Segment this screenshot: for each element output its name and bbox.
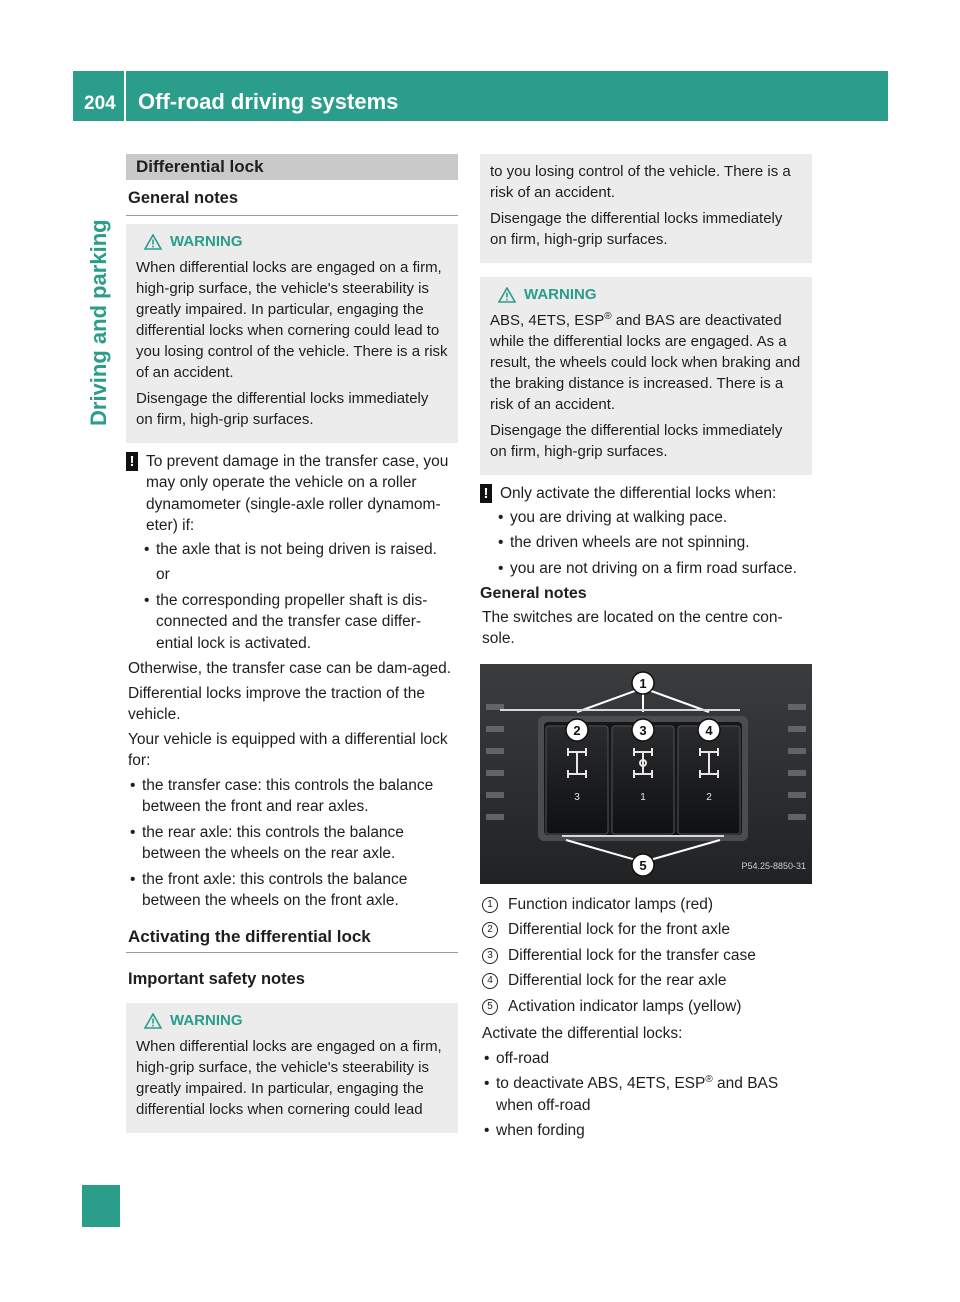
- side-tab-marker: [82, 1185, 120, 1227]
- page-number: 204: [84, 93, 116, 114]
- warning-text: Disengage the differential locks immediately on firm, high-grip surfaces.: [490, 422, 783, 460]
- figure-legend: [480, 894, 812, 1018]
- paragraph: Differential locks improve the traction of the vehicle.: [128, 684, 425, 723]
- activate-list: [480, 1048, 812, 1142]
- notice: [480, 483, 812, 505]
- list-item: • you are not driving on a firm road surface.: [498, 558, 812, 580]
- list-item: • off-road: [484, 1048, 812, 1070]
- callout-label: 1: [639, 675, 647, 691]
- section-title: Differential lock: [126, 154, 458, 180]
- warning-label: WARNING: [170, 1011, 243, 1029]
- list-item: • when fording: [484, 1120, 812, 1142]
- left-column: [126, 154, 458, 1141]
- notice-list: [480, 507, 812, 580]
- button-number: 1: [640, 791, 646, 803]
- button-number: 3: [574, 791, 580, 803]
- header-divider: [124, 71, 126, 121]
- warning-text: ABS, 4ETS, ESP® and BAS are deactivated while the differential locks are engaged. As a result, the wheels could lock when braking and the braking distance is increased. There is a risk of an accident.: [490, 311, 801, 413]
- notice-list: [126, 539, 458, 561]
- switch-panel-illustration: [480, 664, 812, 884]
- paragraph: Your vehicle is equipped with a differential lock for:: [128, 730, 448, 769]
- general-notes-heading: General notes: [480, 585, 587, 602]
- warning-text: When differential locks are engaged on a firm, high-grip surface, the vehicle's steerability is greatly impaired. In particular, engaging the differential locks when cornering could lead to you losing control of the vehicle. There is a risk of an accident.: [136, 258, 448, 381]
- legend-item: 2 Differential lock for the front axle: [482, 919, 812, 941]
- exclamation-icon: !: [480, 484, 492, 503]
- legend-number-icon: 1: [482, 897, 498, 913]
- callout-label: 5: [639, 857, 647, 873]
- notice-text: Only activate the differential locks when:: [500, 485, 777, 502]
- warning-box: [480, 277, 812, 475]
- legend-number-icon: 2: [482, 922, 498, 938]
- or-text: or: [156, 566, 170, 583]
- notice-text: To prevent damage in the transfer case, you may only operate the vehicle on a roller dynamometer (single-axle roller dynamom-eter) if:: [146, 452, 449, 534]
- warning-triangle-icon: [144, 1013, 162, 1029]
- exclamation-icon: !: [126, 452, 138, 471]
- list-item: • the corresponding propeller shaft is dis-connected and the transfer case differ-ential lock is activated.: [144, 590, 458, 655]
- legend-item: 3 Differential lock for the transfer case: [482, 945, 812, 967]
- warning-text: When differential locks are engaged on a firm, high-grip surface, the vehicle's steerability is greatly impaired. In particular, engaging the differential locks when cornering could lead: [136, 1037, 442, 1118]
- warning-box: [126, 224, 458, 443]
- list-item: • the front axle: this controls the balance between the wheels on the front axle.: [130, 869, 458, 912]
- legend-item: 1 Function indicator lamps (red): [482, 894, 812, 916]
- button-number: 2: [706, 791, 712, 803]
- warning-label: WARNING: [524, 286, 597, 304]
- list-item: • the rear axle: this controls the balance between the wheels on the rear axle.: [130, 822, 458, 865]
- general-notes-heading: General notes: [126, 180, 458, 216]
- warning-text: to you losing control of the vehicle. There is a risk of an accident.: [490, 163, 791, 201]
- side-tab-label: [84, 126, 116, 426]
- paragraph: Otherwise, the transfer case can be dam-aged.: [128, 660, 452, 677]
- warning-continuation-box: [480, 154, 812, 263]
- warning-title: [136, 1009, 448, 1033]
- warning-label: WARNING: [170, 232, 243, 250]
- activating-heading: Activating the differential lock: [126, 916, 458, 954]
- legend-item: 4 Differential lock for the rear axle: [482, 970, 812, 992]
- switch-panel-photo: [480, 664, 812, 884]
- switch-buttons: [546, 726, 740, 834]
- notice-list: [126, 590, 458, 655]
- warning-box: [126, 1003, 458, 1133]
- list-item: • the driven wheels are not spinning.: [498, 532, 812, 554]
- list-item: • to deactivate ABS, 4ETS, ESP® and BAS when off-road: [484, 1073, 812, 1116]
- paragraph: The switches are located on the centre con-sole.: [482, 608, 783, 647]
- warning-triangle-icon: [498, 287, 516, 303]
- paragraph: Activate the differential locks:: [482, 1025, 683, 1042]
- warning-triangle-icon: [144, 234, 162, 250]
- figure-code: P54.25-8850-31: [741, 860, 806, 871]
- warning-text: Disengage the differential locks immediately on firm, high-grip surfaces.: [490, 210, 783, 248]
- legend-number-icon: 3: [482, 948, 498, 964]
- safety-notes-heading: Important safety notes: [128, 970, 305, 988]
- legend-number-icon: 4: [482, 973, 498, 989]
- notice: [126, 451, 458, 537]
- page-title: Off-road driving systems: [138, 89, 399, 114]
- warning-text: Disengage the differential locks immediately on firm, high-grip surfaces.: [136, 389, 429, 428]
- lock-list: [126, 775, 458, 912]
- legend-item: 5 Activation indicator lamps (yellow): [482, 996, 812, 1018]
- list-item: • the axle that is not being driven is raised.: [144, 539, 458, 561]
- list-item: • the transfer case: this controls the balance between the front and rear axles.: [130, 775, 458, 818]
- warning-title: [490, 283, 802, 307]
- warning-title: [136, 230, 448, 254]
- list-item: • you are driving at walking pace.: [498, 507, 812, 529]
- callout-label: 3: [639, 722, 647, 738]
- callout-label: 2: [573, 722, 581, 738]
- callout-label: 4: [705, 722, 713, 738]
- side-tab-text: Driving and parking: [86, 219, 111, 426]
- legend-number-icon: 5: [482, 999, 498, 1015]
- right-column: [480, 154, 812, 1146]
